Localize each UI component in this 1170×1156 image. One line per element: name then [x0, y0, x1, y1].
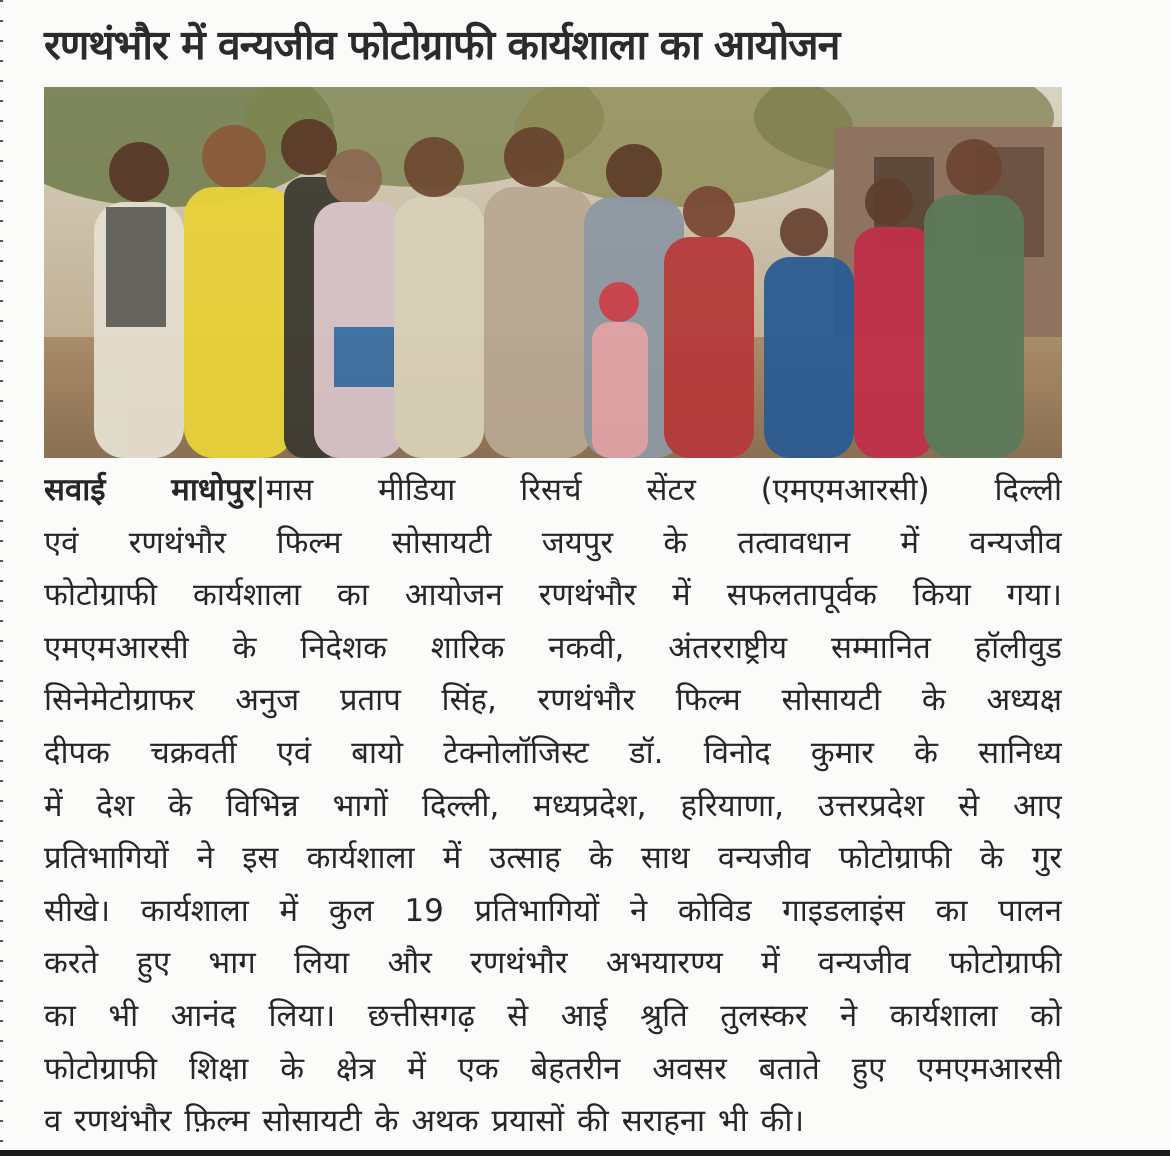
- article-line: [44, 464, 1062, 517]
- article-line-text: मास मीडिया रिसर्च सेंटर (एमएमआरसी) दिल्ली: [265, 472, 1062, 508]
- article-line: दीपक चक्रवर्ती एवं बायो टेक्नोलॉजिस्ट डॉ. विनोद कुमार के सानिध्य: [44, 734, 1062, 771]
- article-line: एवं रणथंभौर फिल्म सोसायटी जयपुर के तत्वावधान में वन्यजीव: [44, 524, 1062, 561]
- headline: रणथंभौर में वन्यजीव फोटोग्राफी कार्यशाला का आयोजन: [44, 21, 840, 69]
- article-line: फोटोग्राफी कार्यशाला का आयोजन रणथंभौर में सफलतापूर्वक किया गया।: [44, 577, 1062, 614]
- article-line: व रणथंभौर फ़िल्म सोसायटी के अथक प्रयासों की सराहना भी की।: [44, 1103, 805, 1140]
- left-edge-dots: [0, 0, 3, 1156]
- dateline-separator: |: [255, 472, 266, 508]
- group-photo: [44, 87, 1062, 458]
- bottom-rule: [0, 1150, 1170, 1156]
- article-body: [44, 464, 1062, 1148]
- article-line: सीखे। कार्यशाला में कुल 19 प्रतिभागियों ने कोविड गाइडलाइंस का पालन: [44, 892, 1062, 929]
- article-line: का भी आनंद लिया। छत्तीसगढ़ से आई श्रुति तुलस्कर ने कार्यशाला को: [44, 997, 1062, 1034]
- article-line: सिनेमेटोग्राफर अनुज प्रताप सिंह, रणथंभौर फिल्म सोसायटी के अध्यक्ष: [44, 682, 1062, 719]
- group-photo-image: [44, 87, 1062, 458]
- article-line: फोटोग्राफी शिक्षा के क्षेत्र में एक बेहतरीन अवसर बताते हुए एमएमआरसी: [44, 1050, 1062, 1087]
- article-line: करते हुए भाग लिया और रणथंभौर अभयारण्य में वन्यजीव फोटोग्राफी: [44, 945, 1062, 982]
- article-line: प्रतिभागियों ने इस कार्यशाला में उत्साह के साथ वन्यजीव फोटोग्राफी के गुर: [44, 840, 1062, 877]
- article-line: एमएमआरसी के निदेशक शारिक नकवी, अंतरराष्ट्रीय सम्मानित हॉलीवुड: [44, 629, 1062, 666]
- article-line: में देश के विभिन्न भागों दिल्ली, मध्यप्रदेश, हरियाणा, उत्तरप्रदेश से आए: [44, 787, 1062, 824]
- dateline: सवाई माधोपुर: [44, 472, 256, 508]
